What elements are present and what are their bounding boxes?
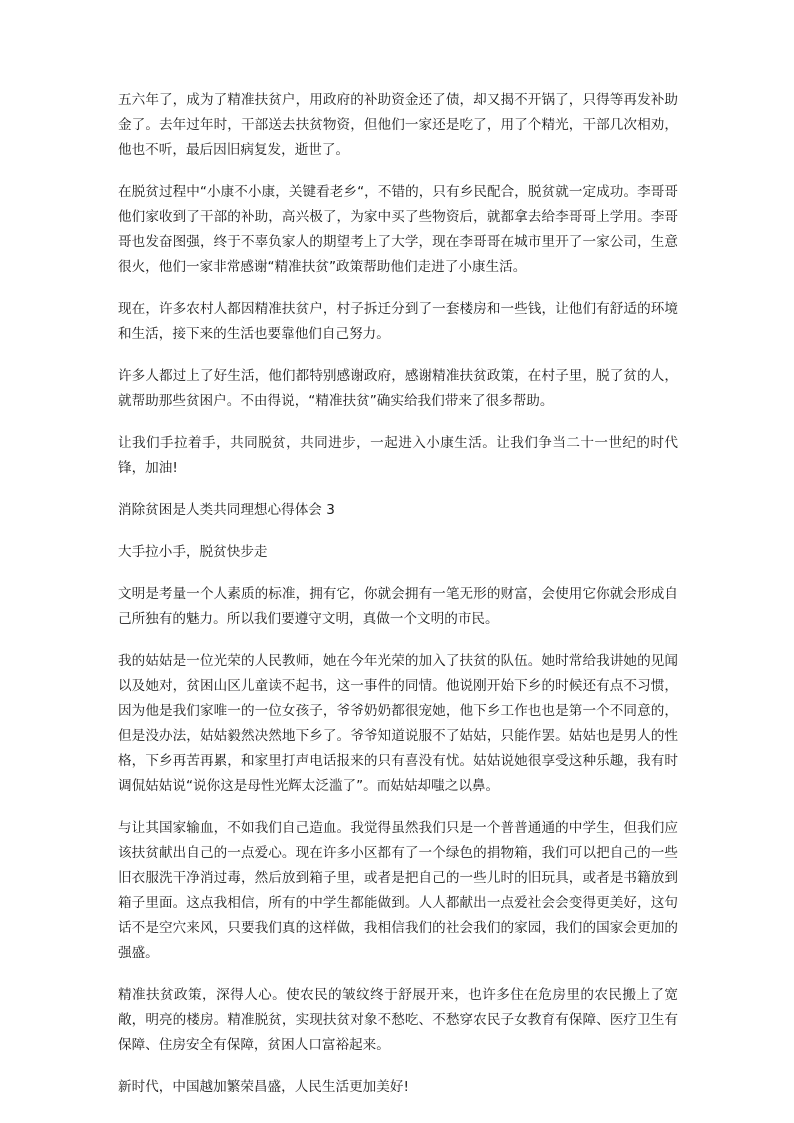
paragraph-5: 让我们手拉着手，共同脱贫，共同进步，一起进入小康生活。让我们争当二十一世纪的时代锋，加油!	[118, 435, 678, 476]
section-subtitle: 大手拉小手，脱贫快步走	[118, 544, 268, 560]
paragraph-2: 在脱贫过程中“小康不小康，关键看老乡“，不错的，只有乡民配合，脱贫就一定成功。李哥哥他们家收到了干部的补助，高兴极了，为家中买了些物资后，就都拿去给李哥哥上学用。李哥哥也发奋图强，终于不辜负家人的期望考上了大学，现在李哥哥在城市里开了一家公司，生意很火，他们一家非常感谢“精准扶贫”政策帮助他们走进了小康生活。	[118, 184, 678, 275]
paragraph-7: 我的姑姑是一位光荣的人民教师，她在今年光荣的加入了扶贫的队伍。她时常给我讲她的见闻以及她对，贫困山区儿童读不起书，这一事件的同情。他说刚开始下乡的时候还有点不习惯，因为他是我们家唯一的一位女孩子，爷爷奶奶都很宠她，他下乡工作也也是第一个不同意的，但是没办法，姑姑毅然决然地下乡了。爷爷知道说服不了姑姑，只能作罢。姑姑也是男人的性格，下乡再苦再累，和家里打声电话报来的只有喜没有忧。姑姑说她很享受这种乐趣，我有时调侃姑姑说“说你这是母性光辉太泛滥了”。而姑姑却嗤之以鼻。	[118, 653, 678, 794]
paragraph-3: 现在，许多农村人都因精准扶贫户，村子拆迁分到了一套楼房和一些钱，让他们有舒适的环境和生活，接下来的生活也要靠他们自己努力。	[118, 301, 678, 342]
paragraph-4: 许多人都过上了好生活，他们都特别感谢政府，感谢精准扶贫政策，在村子里，脱了贫的人，就帮助那些贫困户。不由得说，“精准扶贫”确实给我们带来了很多帮助。	[118, 368, 678, 409]
section-title: 消除贫困是人类共同理想心得体会 3	[118, 502, 335, 518]
document-body	[118, 88, 678, 1117]
paragraph-6: 文明是考量一个人素质的标准，拥有它，你就会拥有一笔无形的财富，会使用它你就会形成自己所独有的魅力。所以我们要遵守文明，真做一个文明的市民。	[118, 586, 678, 627]
paragraph-1: 五六年了，成为了精准扶贫户，用政府的补助资金还了债，却又揭不开锅了，只得等再发补助金了。去年过年时，干部送去扶贫物资，但他们一家还是吃了，用了个精光，干部几次相劝，他也不听，最后因旧病复发，逝世了。	[118, 92, 678, 158]
paragraph-8: 与让其国家输血，不如我们自己造血。我觉得虽然我们只是一个普普通通的中学生，但我们应该扶贫献出自己的一点爱心。现在许多小区都有了一个绿色的捐物箱，我们可以把自己的一些旧衣服洗干净消过毒，然后放到箱子里，或者是把自己的一些儿时的旧玩具，或者是书籍放到箱子里面。这点我相信，所有的中学生都能做到。人人都献出一点爱社会会变得更美好，这句话不是空穴来风，只要我们真的这样做，我相信我们的社会我们的家园，我们的国家会更加的强盛。	[118, 820, 678, 961]
paragraph-9: 精准扶贫政策，深得人心。使农民的皱纹终于舒展开来，也许多住在危房里的农民搬上了宽敞，明亮的楼房。精准脱贫，实现扶贫对象不愁吃、不愁穿农民子女教育有保障、医疗卫生有保障、住房安全有保障，贫困人口富裕起来。	[118, 987, 678, 1053]
paragraph-10: 新时代，中国越加繁荣昌盛，人民生活更加美好!	[118, 1079, 409, 1095]
